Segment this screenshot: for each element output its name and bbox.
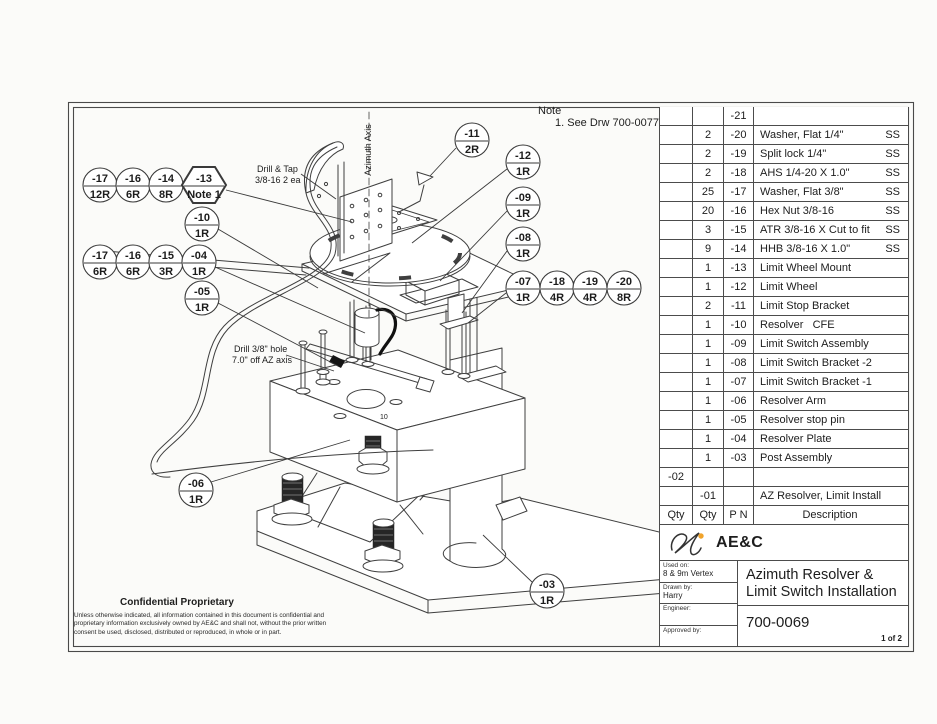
balloon-part-number: -16	[125, 173, 141, 185]
drawing-title-line2: Limit Switch Installation	[746, 584, 897, 600]
description-text: Washer, Flat 1/4"	[760, 129, 844, 141]
balloon-part-number: -03	[539, 579, 555, 591]
pn-cell: -04	[724, 430, 754, 448]
description-cell	[754, 183, 908, 201]
used-on-label: Used on:	[663, 562, 690, 569]
table-row	[660, 240, 908, 259]
balloon-part-number: -13	[196, 173, 212, 185]
description-cell	[754, 164, 908, 182]
balloon-qty: 8R	[158, 189, 174, 201]
table-row	[660, 354, 908, 373]
callout-balloon-17	[83, 168, 117, 202]
qty2-cell: 25	[693, 183, 724, 201]
balloon-part-number: -10	[194, 212, 210, 224]
drawing-number-cell	[738, 606, 908, 646]
description-cell	[754, 373, 908, 391]
qty1-cell	[660, 240, 693, 258]
qty1-cell	[660, 278, 693, 296]
flag-marker	[399, 172, 433, 212]
description-text: ATR 3/8-16 X Cut to fit	[760, 224, 870, 236]
balloon-part-number: -06	[188, 478, 204, 490]
pn-cell: -19	[724, 145, 754, 163]
qty1-cell	[660, 373, 693, 391]
description-cell	[754, 392, 908, 410]
description-cell	[754, 468, 908, 486]
pn-cell	[724, 487, 754, 505]
balloon-qty: 6R	[125, 189, 141, 201]
qty1-cell	[660, 430, 693, 448]
parts-table	[659, 107, 908, 524]
description-cell	[754, 316, 908, 334]
pn-cell: -09	[724, 335, 754, 353]
pn-cell: -06	[724, 392, 754, 410]
qty2-cell: 20	[693, 202, 724, 220]
description-text: Resolver Plate	[760, 433, 832, 445]
description-text: Resolver stop pin	[760, 414, 845, 426]
balloon-qty: Note 1	[187, 189, 221, 201]
description-cell	[754, 354, 908, 372]
description-cell	[754, 221, 908, 239]
description-cell	[754, 335, 908, 353]
qty2-cell: 1	[693, 392, 724, 410]
description-cell	[754, 126, 908, 144]
qty1-cell	[660, 126, 693, 144]
table-row	[660, 202, 908, 221]
description-cell	[754, 240, 908, 258]
table-row	[660, 335, 908, 354]
qty2-cell: 1	[693, 373, 724, 391]
balloon-qty: 1R	[194, 228, 210, 240]
pn-cell: -12	[724, 278, 754, 296]
table-row	[660, 164, 908, 183]
drawn-by-label: Drawn by:	[663, 583, 693, 591]
description-cell	[754, 202, 908, 220]
material-code: SS	[885, 148, 900, 160]
material-code: SS	[885, 205, 900, 217]
description-text: HHB 3/8-16 X 1.0"	[760, 243, 851, 255]
balloon-part-number: -04	[191, 250, 207, 262]
callout-balloon-18	[540, 271, 574, 305]
table-row	[660, 107, 908, 126]
balloon-qty: 2R	[464, 144, 480, 156]
callout-balloon-14	[149, 168, 183, 202]
description-text: Limit Switch Bracket -2	[760, 357, 872, 369]
qty1-cell	[660, 297, 693, 315]
header-pn: P N	[724, 506, 754, 524]
table-row	[660, 373, 908, 392]
balloon-qty: 12R	[89, 189, 111, 201]
table-row	[660, 221, 908, 240]
pn-cell: -21	[724, 107, 754, 125]
balloon-part-number: -19	[582, 276, 598, 288]
balloon-part-number: -15	[158, 250, 174, 262]
pn-cell: -16	[724, 202, 754, 220]
qty2-cell: 3	[693, 221, 724, 239]
callout-balloon-17	[83, 245, 117, 279]
material-code: SS	[885, 243, 900, 255]
header-qty2: Qty	[693, 506, 724, 524]
description-cell	[754, 297, 908, 315]
table-row	[660, 449, 908, 468]
balloon-qty: 1R	[515, 208, 531, 220]
svg-text:3/8-16 2 ea: 3/8-16 2 ea	[255, 175, 301, 185]
callout-balloon-15	[149, 245, 183, 279]
confidential-notice	[74, 597, 350, 637]
qty2-cell: 2	[693, 126, 724, 144]
company-logo	[660, 525, 908, 561]
qty2-cell: 2	[693, 145, 724, 163]
description-cell	[754, 487, 908, 505]
balloon-qty: 4R	[582, 292, 598, 304]
balloon-qty: 6R	[92, 266, 108, 278]
qty2-cell: 2	[693, 297, 724, 315]
notes-heading: Note	[538, 105, 562, 117]
pn-cell: -14	[724, 240, 754, 258]
description-text: Post Assembly	[760, 452, 833, 464]
drill-tap-note	[255, 164, 336, 199]
table-row	[660, 278, 908, 297]
callout-balloon-20	[607, 271, 641, 305]
balloon-part-number: -07	[515, 276, 531, 288]
qty1-cell	[660, 221, 693, 239]
qty1-cell	[660, 202, 693, 220]
pn-cell: -10	[724, 316, 754, 334]
balloon-part-number: -11	[464, 128, 480, 140]
description-text: Limit Switch Assembly	[760, 338, 869, 350]
balloon-part-number: -20	[616, 276, 632, 288]
qty1-cell	[660, 164, 693, 182]
balloon-part-number: -14	[158, 173, 174, 185]
title-block-left	[660, 561, 738, 646]
qty1-cell	[660, 449, 693, 467]
pn-cell: -07	[724, 373, 754, 391]
description-text: Washer, Flat 3/8"	[760, 186, 844, 198]
balloon-part-number: -05	[194, 286, 210, 298]
header-qty1: Qty	[660, 506, 693, 524]
notes-block	[538, 105, 659, 129]
table-row	[660, 468, 908, 487]
qty1-cell	[660, 183, 693, 201]
drawing-number: 700-0069	[746, 614, 810, 632]
pn-cell: -17	[724, 183, 754, 201]
balloon-qty: 1R	[194, 302, 210, 314]
balloon-qty: 3R	[158, 266, 174, 278]
balloon-qty: 1R	[515, 292, 531, 304]
logo-dot	[698, 533, 703, 538]
pn-cell: -15	[724, 221, 754, 239]
pn-cell: -08	[724, 354, 754, 372]
table-row	[660, 392, 908, 411]
qty1-cell	[660, 487, 693, 505]
balloon-part-number: -08	[515, 232, 531, 244]
qty1-cell	[660, 107, 693, 125]
qty2-cell	[693, 107, 724, 125]
svg-text:Drill & Tap: Drill & Tap	[257, 164, 298, 174]
description-text: Limit Wheel	[760, 281, 818, 293]
qty1-cell	[660, 145, 693, 163]
logo-scribble-icon	[668, 528, 714, 558]
drawing-title-line1: Azimuth Resolver &	[746, 567, 874, 583]
description-cell	[754, 430, 908, 448]
balloon-part-number: -12	[515, 150, 531, 162]
balloon-qty: 1R	[191, 266, 207, 278]
table-row	[660, 183, 908, 202]
pn-cell: -03	[724, 449, 754, 467]
balloon-qty: 1R	[515, 166, 531, 178]
used-on-cell	[660, 561, 737, 583]
balloon-part-number: -17	[92, 173, 108, 185]
description-text: AHS 1/4-20 X 1.0"	[760, 167, 850, 179]
description-text: Hex Nut 3/8-16	[760, 205, 834, 217]
qty1-cell	[660, 354, 693, 372]
engineer-cell	[660, 604, 737, 626]
description-text: Limit Stop Bracket	[760, 300, 850, 312]
pn-cell	[724, 468, 754, 486]
pn-cell: -20	[724, 126, 754, 144]
material-code: SS	[885, 186, 900, 198]
confidential-body: Unless otherwise indicated, all information contained in this document is confidential and proprietary information exclusively owned by AE&C and shall not, without the prior written consent be used, disclosed, distributed or reproduced, in whole or in part.	[74, 612, 327, 636]
balloon-qty: 1R	[515, 248, 531, 260]
qty1-cell	[660, 411, 693, 429]
description-text: Limit Wheel Mount	[760, 262, 852, 274]
qty2-cell	[693, 468, 724, 486]
callout-leader	[430, 148, 456, 176]
qty2-cell: 1	[693, 278, 724, 296]
description-cell	[754, 278, 908, 296]
description-cell	[754, 449, 908, 467]
qty2-cell: 1	[693, 449, 724, 467]
parts-table-header	[659, 506, 908, 524]
qty2-cell: 1	[693, 259, 724, 277]
callout-balloon-16	[116, 168, 150, 202]
plate-number-label: 10	[380, 414, 388, 421]
sheet-number: 1 of 2	[881, 634, 902, 643]
drawn-by-value: Harry	[663, 590, 683, 600]
description-text: Resolver CFE	[760, 319, 835, 331]
callout-leader	[218, 229, 318, 288]
description-text: AZ Resolver, Limit Install	[760, 490, 882, 502]
title-block-right	[738, 561, 908, 646]
callout-balloon-16	[116, 245, 150, 279]
qty2-cell: 1	[693, 316, 724, 334]
resolver-cable	[377, 309, 396, 354]
description-text: Resolver Arm	[760, 395, 827, 407]
note-line-1: 1. See Drw 700-0077	[555, 117, 659, 129]
engineer-label: Engineer:	[663, 605, 691, 612]
table-row	[660, 297, 908, 316]
qty2-cell: 1	[693, 335, 724, 353]
balloon-part-number: -18	[549, 276, 565, 288]
material-code: SS	[885, 224, 900, 236]
drawing-title	[738, 561, 908, 606]
table-row	[660, 411, 908, 430]
description-cell	[754, 107, 908, 125]
qty1-cell	[660, 316, 693, 334]
balloon-qty: 8R	[616, 292, 632, 304]
qty1-cell	[660, 392, 693, 410]
callout-leader	[226, 190, 352, 222]
table-row	[660, 126, 908, 145]
qty2-cell: 9	[693, 240, 724, 258]
svg-text:Drill 3/8" hole: Drill 3/8" hole	[234, 344, 288, 354]
balloon-part-number: -09	[515, 192, 531, 204]
table-row	[660, 145, 908, 164]
approved-by-cell	[660, 626, 737, 647]
title-block	[659, 524, 908, 646]
description-cell	[754, 411, 908, 429]
approved-by-label: Approved by:	[663, 626, 702, 634]
qty2-cell: -01	[693, 487, 724, 505]
callout-balloon-11	[430, 123, 489, 176]
balloon-qty: 4R	[549, 292, 565, 304]
drawn-by-cell	[660, 583, 737, 605]
qty1-cell	[660, 335, 693, 353]
callout-balloon-19	[573, 271, 607, 305]
description-text: Limit Switch Bracket -1	[760, 376, 872, 388]
pn-cell: -18	[724, 164, 754, 182]
balloon-qty: 1R	[539, 595, 555, 607]
balloon-qty: 1R	[188, 494, 204, 506]
material-code: SS	[885, 129, 900, 141]
pn-cell: -11	[724, 297, 754, 315]
qty1-cell: -02	[660, 468, 693, 486]
svg-text:7.0" off AZ axis: 7.0" off AZ axis	[232, 355, 293, 365]
pn-cell: -13	[724, 259, 754, 277]
qty2-cell: 1	[693, 411, 724, 429]
table-row	[660, 430, 908, 449]
description-cell	[754, 259, 908, 277]
balloon-part-number: -16	[125, 250, 141, 262]
balloon-part-number: -17	[92, 250, 108, 262]
confidential-heading: Confidential Proprietary	[120, 597, 234, 608]
qty2-cell: 2	[693, 164, 724, 182]
azimuth-axis-label: Azimuth Axis	[363, 124, 373, 176]
qty2-cell: 1	[693, 354, 724, 372]
qty1-cell	[660, 259, 693, 277]
company-name: AE&C	[716, 533, 764, 551]
table-row	[660, 487, 908, 506]
description-cell	[754, 145, 908, 163]
drill-hole-note	[232, 344, 334, 371]
qty2-cell: 1	[693, 430, 724, 448]
balloon-qty: 6R	[125, 266, 141, 278]
used-on-value: 8 & 9m Vertex	[663, 569, 714, 578]
header-description: Description	[802, 509, 858, 521]
table-row	[660, 316, 908, 335]
pn-cell: -05	[724, 411, 754, 429]
description-text: Split lock 1/4"	[760, 148, 827, 160]
table-row	[660, 259, 908, 278]
material-code: SS	[885, 167, 900, 179]
